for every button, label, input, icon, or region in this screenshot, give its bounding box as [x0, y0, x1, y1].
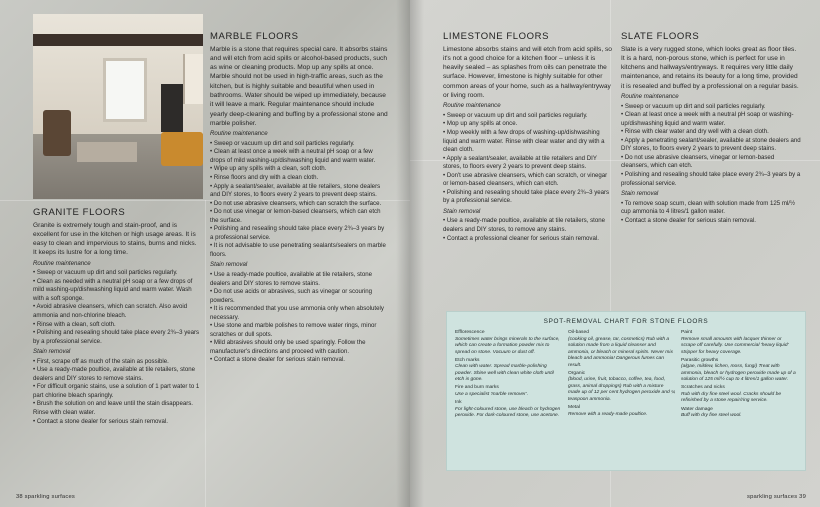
list-item: • It is not advisable to use penetrating sealants/sealers on marble floors. — [210, 242, 386, 258]
stain-remedy: Use a specialist 'marble remover'. — [455, 391, 529, 397]
list-item: • Mop up any spills at once. — [443, 120, 518, 128]
spot-removal-chart — [446, 311, 806, 471]
list-item: • Sweep or vacuum up dirt and soil particles regularly. — [33, 269, 178, 277]
chart-title: SPOT-REMOVAL CHART FOR STONE FLOORS — [543, 318, 709, 325]
granite-title: GRANITE FLOORS — [33, 207, 126, 218]
list-item: • Polishing and resealing should take place every 2¾–3 years by a professional service. — [443, 188, 610, 205]
stain-remedy: (algae, mildew, lichen, moss, fungi) Treat with ammonia, bleach or hydrogen peroxide made up of a solution of 125 ml/½ cup to 4 litres/1 gallon water. — [681, 364, 796, 383]
photo-chair — [43, 110, 71, 156]
marble-title: MARBLE FLOORS — [210, 31, 299, 42]
marble-section — [210, 33, 388, 365]
list-item: • To remove soap scum, clean with solution made from 125 ml/½ cup ammonia to 4 litres/1 gallon water. — [621, 199, 796, 216]
list-item: • Apply a penetrating sealant/sealer, available at stone dealers and DIY stores, to floors every 2 years to prevent deep stains. — [621, 136, 801, 153]
chart-column-2 — [568, 330, 676, 420]
list-item: • Sweep or vacuum up dirt and soil particles regularly. — [621, 102, 766, 110]
room-photo — [33, 14, 203, 199]
slate-intro: Slate is a very rugged stone, which looks great as floor tiles. It is a hard, non-porous stone, which is perfect for use in kitchens and hallways/entryways. It requires very little daily maintenance, and retains its beauty for a long time, provided it is resealed and buffed by a professional on a regular basis. — [621, 45, 799, 90]
stain-remedy: Sometimes water brings minerals to the surface, which can create a formation powder mix to spread on stone. Vacuum or dust off. — [455, 336, 560, 355]
granite-intro: Granite is extremely tough and stain-proof, and is excellent for use in the kitchen or high usage areas. It is easy to clean and impervious to stains, burns and nicks. It keeps its lustre for a long time. — [33, 221, 197, 257]
list-item: • Do not use acids or abrasives, such as vinegar or scouring powders. — [210, 288, 373, 304]
stain-type: Paint — [681, 330, 693, 335]
stain-remedy: (blood, urine, fruit, tobacco, coffee, tea, food, grass, animal droppings) Rub with a mixture made up of 12 per cent hydrogen peroxide and ¼ teaspoon ammonia. — [568, 377, 676, 402]
stain-type: Oil-based — [568, 330, 589, 335]
slate-title: SLATE FLOORS — [621, 31, 700, 42]
limestone-intro: Limestone absorbs stains and will etch from acid spills, so it's not a good choice for a kitchen floor – unless it is heavily sealed – as splashes from oils can penetrate the surface. However, limestone is highly suitable for other common areas of your home, such as a hallway/entryway or living room. — [443, 45, 612, 100]
list-item: • Apply a sealant/sealer, available at tile retailers and DIY stores, to floors every 2 years to prevent deep stains. — [443, 154, 597, 171]
photo-shelf — [183, 54, 203, 104]
list-item: • It is recommended that you use ammonia only when absolutely necessary. — [210, 305, 384, 321]
stain-remedy: Buff with dry fine steel wool. — [681, 413, 742, 419]
stain-remedy: (cooking oil, grease, tar, cosmetics) Rub with a solution made from a liquid cleanser and ammonia, or bleach or mineral spirits. Never mix bleach and ammonia! Dangerous fumes can result. — [568, 336, 673, 368]
photo-beam — [33, 34, 203, 46]
list-item: • Contact a stone dealer for serious stain removal. — [33, 417, 168, 425]
list-item: • Use a ready-made poultice, available at tile retailers, stone dealers and DIY stores, to remove any stains. — [443, 217, 606, 233]
stain-type: Efflorescence — [455, 330, 485, 335]
slate-routine-heading: Routine maintenance — [621, 93, 679, 101]
list-item: • Clean at least once a week with a neutral pH soap or a few drops of mild washing-up/dishwashing liquid and warm water. — [210, 148, 376, 164]
stain-type: Organic — [568, 370, 586, 376]
stain-remedy: Clean with water. Spread marble-polishing powder. Shine well with clean white cloth until etch is gone. — [455, 364, 554, 383]
granite-section — [33, 209, 201, 426]
list-item: • For difficult organic stains, use a solution of 1 part water to 1 part chlorine bleach sparingly. — [33, 383, 200, 399]
chart-column-1 — [455, 330, 563, 421]
stain-type: Etch marks — [455, 357, 480, 363]
slate-section — [621, 33, 801, 225]
list-item: • Use a ready-made poultice, available at tile retailers, stone dealers and DIY stores to remove stains. — [210, 270, 373, 287]
stain-type: Fire and burn marks — [455, 385, 499, 391]
chart-column-3 — [681, 330, 797, 421]
stain-remedy: For light-coloured stone, use bleach or hydrogen peroxide. For dark-coloured stone, use acetone. — [455, 406, 561, 419]
stain-type: Scratches and nicks — [681, 385, 725, 391]
list-item: • Polishing and resealing should take place every 2¾–3 years by a professional service. — [621, 170, 801, 187]
list-item: • Rinse floors and dry with a clean cloth. — [210, 173, 319, 181]
footer-left: 38 sparkling surfaces — [16, 494, 75, 500]
list-item: • Sweep or vacuum up dirt and soil particles regularly. — [210, 139, 355, 147]
list-item: • Polishing and resealing should take place every 2¾–3 years by a professional service. — [210, 225, 385, 241]
list-item: • Clean at least once a week with a neutral pH soap or washing-up/dishwashing liquid and warm water. — [621, 111, 794, 127]
footer-right: sparkling surfaces 39 — [747, 494, 806, 500]
book-gutter — [396, 0, 424, 507]
limestone-routine-heading: Routine maintenance — [443, 102, 501, 110]
photo-sofa — [161, 132, 203, 166]
stain-remedy: Remove small amounts with lacquer thinner or scrape off carefully. Use commercial 'heavy liquid' stripper for heavy coverage. — [681, 336, 789, 355]
list-item: • Rinse with clear water and dry well with a clean cloth. — [621, 128, 769, 136]
list-item: • Mild abrasives should only be used sparingly. Follow the manufacturer's directions and proceed with caution. — [210, 339, 366, 355]
list-item: • Do not use abrasive cleansers, which can scratch the surface. — [210, 199, 382, 207]
list-item: • Contact a stone dealer for serious stain removal. — [621, 216, 756, 224]
list-item: • Use stone and marble polishes to remove water rings, minor scratches or dull spots. — [210, 322, 377, 338]
limestone-stain-heading: Stain removal — [443, 207, 481, 215]
slate-stain-heading: Stain removal — [621, 190, 659, 198]
list-item: • Do not use abrasive cleansers, vinegar or lemon-based cleansers, which can etch. — [621, 153, 775, 170]
limestone-section — [443, 33, 613, 243]
tile-joint — [205, 200, 206, 507]
limestone-title: LIMESTONE FLOORS — [443, 31, 550, 42]
list-item: • Mop weekly with a few drops of washing-up/dishwashing liquid and warm water. Rinse with clear water and dry with a clean cloth. — [443, 128, 605, 154]
marble-intro: Marble is a stone that requires special care. It absorbs stains and will etch from acid spills or alcohol-based products, such as wine or cleaning products. Mop up any spills at once. Marble should not be used in high-traffic areas, such as the kitchen, but is highly suitable and beautiful when used in bathrooms. Water should be wiped up immediately, because it will leave a mark. Regular maintenance should include yearly deep-cleaning and buffing by a professional stone and marble polisher. — [210, 45, 388, 127]
stain-type: Ink — [455, 399, 462, 405]
list-item: • Wipe up any spills with a clean, soft cloth. — [210, 165, 327, 173]
list-item: • First, scrape off as much of the stain as possible. — [33, 357, 169, 365]
photo-rug — [77, 142, 137, 162]
granite-stain-heading: Stain removal — [33, 348, 71, 356]
list-item: • Contact a stone dealer for serious stain removal. — [210, 356, 345, 364]
stain-type: Parasitic growths — [681, 357, 719, 363]
stain-remedy: Remove with a ready-made poultice. — [568, 411, 648, 417]
marble-stain-heading: Stain removal — [210, 261, 248, 269]
list-item: • Clean as needed with a neutral pH soap or a few drops of mild washing-up/dishwashing liquid and warm water. Wash with a soft sponge. — [33, 277, 193, 302]
list-item: • Brush the solution on and leave until the stain disappears. Rinse with clean water. — [33, 400, 193, 417]
stain-remedy: Rub with dry fine steel wool. Cracks should be refinished by a stone repair/ring service. — [681, 391, 782, 404]
list-item: • Contact a professional cleaner for serious stain removal. — [443, 234, 599, 242]
list-item: • Avoid abrasive cleansers, which can scratch. Also avoid ammonia and non-chlorine bleach. — [33, 303, 188, 320]
marble-routine-heading: Routine maintenance — [210, 130, 268, 138]
list-item: • Polishing and resealing should take place every 2¾–3 years by a professional service. — [33, 329, 200, 345]
photo-stove — [161, 84, 183, 132]
list-item: • Do not use vinegar or lemon-based cleansers, which can etch the surface. — [210, 208, 381, 224]
photo-window — [103, 58, 147, 122]
stain-type: Water damage — [681, 406, 713, 412]
list-item: • Rinse with a clean, soft cloth. — [33, 320, 116, 328]
granite-routine-heading: Routine maintenance — [33, 259, 91, 267]
list-item: • Apply a sealant/sealer, available at tile retailers, stone dealers and DIY stores, to floors every 2 years to prevent deep stains. — [210, 182, 381, 199]
list-item: • Sweep or vacuum up dirt and soil particles regularly. — [443, 111, 588, 119]
list-item: • Use a ready-made poultice, available at tile retailers, stone dealers and DIY stores to remove stains. — [33, 366, 196, 382]
list-item: • Don't use abrasive cleansers, which can scratch, or vinegar or lemon-based cleansers, which can etch. — [443, 171, 608, 188]
stain-type: Metal — [568, 405, 580, 411]
